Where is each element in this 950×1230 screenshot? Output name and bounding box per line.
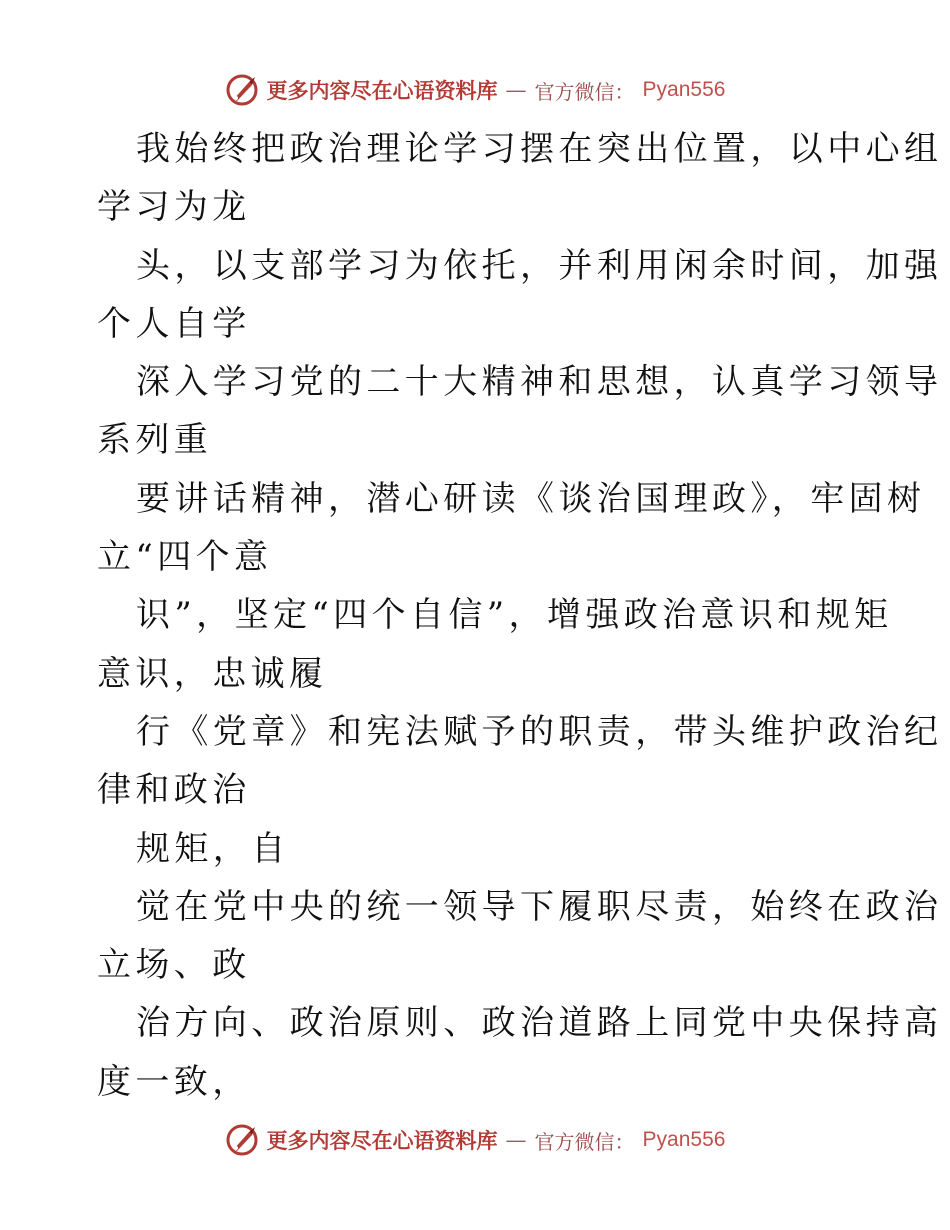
text-line: 立“四个意 xyxy=(97,537,273,578)
header-watermark-banner xyxy=(0,70,950,110)
text-line: 我始终把政治理论学习摆在突出位置，以中心组 xyxy=(136,129,943,169)
banner-wechat-id: Pyan556 xyxy=(642,78,726,101)
text-line: 度一致， xyxy=(97,1061,251,1102)
text-line: 头，以支部学习为依托，并利用闲余时间，加强 xyxy=(136,245,943,286)
text-line: 深入学习党的二十大精神和思想，认真学习领导 xyxy=(136,362,943,403)
document-body xyxy=(97,120,943,1111)
text-line: 治方向、政治原则、政治道路上同党中央保持高 xyxy=(136,1003,943,1044)
banner-separator: — xyxy=(505,1128,527,1152)
text-line: 立场、政 xyxy=(97,945,251,986)
text-line: 系列重 xyxy=(97,420,213,461)
quill-pen-circle-logo-icon xyxy=(225,1123,259,1157)
text-line: 规矩，自 xyxy=(136,828,290,869)
banner-wechat-label: 官方微信： xyxy=(534,79,635,104)
quill-pen-circle-logo-icon xyxy=(225,73,259,107)
text-line: 学习为龙 xyxy=(97,187,251,228)
text-line: 意识，忠诚履 xyxy=(97,653,328,694)
banner-wechat-label: 官方微信： xyxy=(534,1129,635,1154)
text-line: 识”，坚定“四个自信”，增强政治意识和规矩 xyxy=(136,595,893,636)
banner-wechat-id: Pyan556 xyxy=(642,1128,726,1151)
banner-separator: — xyxy=(505,78,527,102)
footer-watermark-banner xyxy=(0,1120,950,1160)
banner-main-text: 更多内容尽在心语资料库 xyxy=(266,78,498,103)
banner-main-text: 更多内容尽在心语资料库 xyxy=(266,1128,498,1153)
text-line: 要讲话精神，潜心研读《谈治国理政》，牢固树 xyxy=(136,478,926,519)
text-line: 律和政治 xyxy=(97,770,251,811)
text-line: 个人自学 xyxy=(97,303,251,344)
text-line: 觉在党中央的统一领导下履职尽责，始终在政治 xyxy=(136,886,943,927)
text-line: 行《党章》和宪法赋予的职责，带头维护政治纪 xyxy=(136,711,943,752)
